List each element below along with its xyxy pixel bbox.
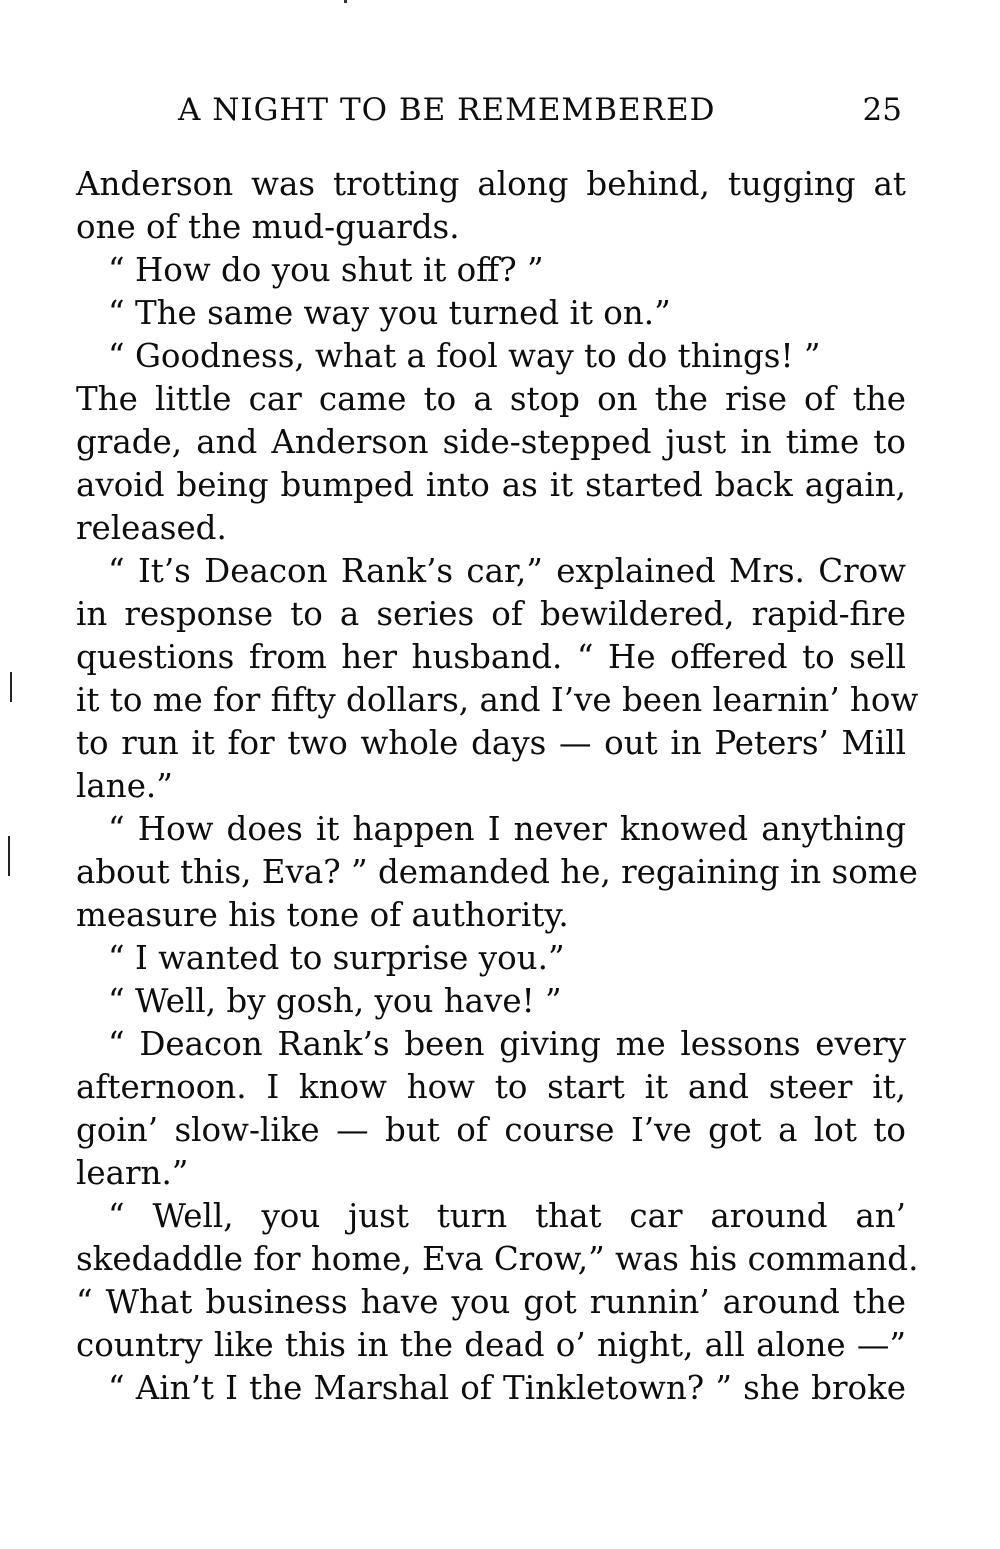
text-line: one of the mud-guards.: [76, 208, 460, 246]
body-text: [76, 163, 919, 1410]
text-line: in response to a series of bewildered, rapid-fire: [76, 595, 906, 633]
text-line: “ How do you shut it off? ”: [108, 251, 544, 289]
text-line: measure his tone of authority.: [76, 896, 569, 934]
text-line: “ The same way you turned it on.”: [108, 294, 671, 332]
text-line: country like this in the dead o’ night, all alone —”: [76, 1326, 906, 1364]
text-line: “ What business have you got runnin’ around the: [76, 1283, 906, 1321]
text-line: “ I wanted to surprise you.”: [108, 939, 565, 977]
text-line: “ How does it happen I never knowed anything: [108, 810, 906, 848]
text-line: afternoon. I know how to start it and steer it,: [76, 1068, 906, 1106]
text-line: The little car came to a stop on the rise of the: [76, 380, 906, 418]
text-line: skedaddle for home, Eva Crow,” was his command.: [76, 1240, 919, 1278]
text-line: released.: [76, 509, 227, 547]
text-line: questions from her husband. “ He offered to sell: [76, 638, 906, 676]
text-line: “ Well, you just turn that car around an’: [108, 1197, 906, 1235]
text-line: goin’ slow-like — but of course I’ve got a lot to: [76, 1111, 906, 1149]
text-line: avoid being bumped into as it started back again,: [76, 466, 906, 504]
text-line: “ Goodness, what a fool way to do things! ”: [108, 337, 821, 375]
text-line: to run it for two whole days — out in Peters’ Mill: [76, 724, 906, 762]
text-line: grade, and Anderson side-stepped just in time to: [76, 423, 906, 461]
page-header: [76, 92, 902, 142]
text-line: “ It’s Deacon Rank’s car,” explained Mrs. Crow: [108, 552, 906, 590]
text-line: lane.”: [76, 767, 173, 805]
print-speck: [344, 0, 347, 3]
text-line: learn.”: [76, 1154, 189, 1192]
text-line: about this, Eva? ” demanded he, regaining in some: [76, 853, 918, 891]
page-number: 25: [862, 92, 902, 128]
text-line: Anderson was trotting along behind, tugging at: [76, 165, 906, 203]
margin-mark: [8, 836, 10, 876]
running-head: A NIGHT TO BE REMEMBERED: [178, 92, 716, 128]
text-line: “ Well, by gosh, you have! ”: [108, 982, 562, 1020]
text-line: it to me for fifty dollars, and I’ve been learnin’ how: [76, 681, 919, 719]
text-line: “ Deacon Rank’s been giving me lessons every: [108, 1025, 906, 1063]
margin-mark: [10, 672, 12, 702]
text-line: “ Ain’t I the Marshal of Tinkletown? ” she broke: [108, 1369, 906, 1407]
